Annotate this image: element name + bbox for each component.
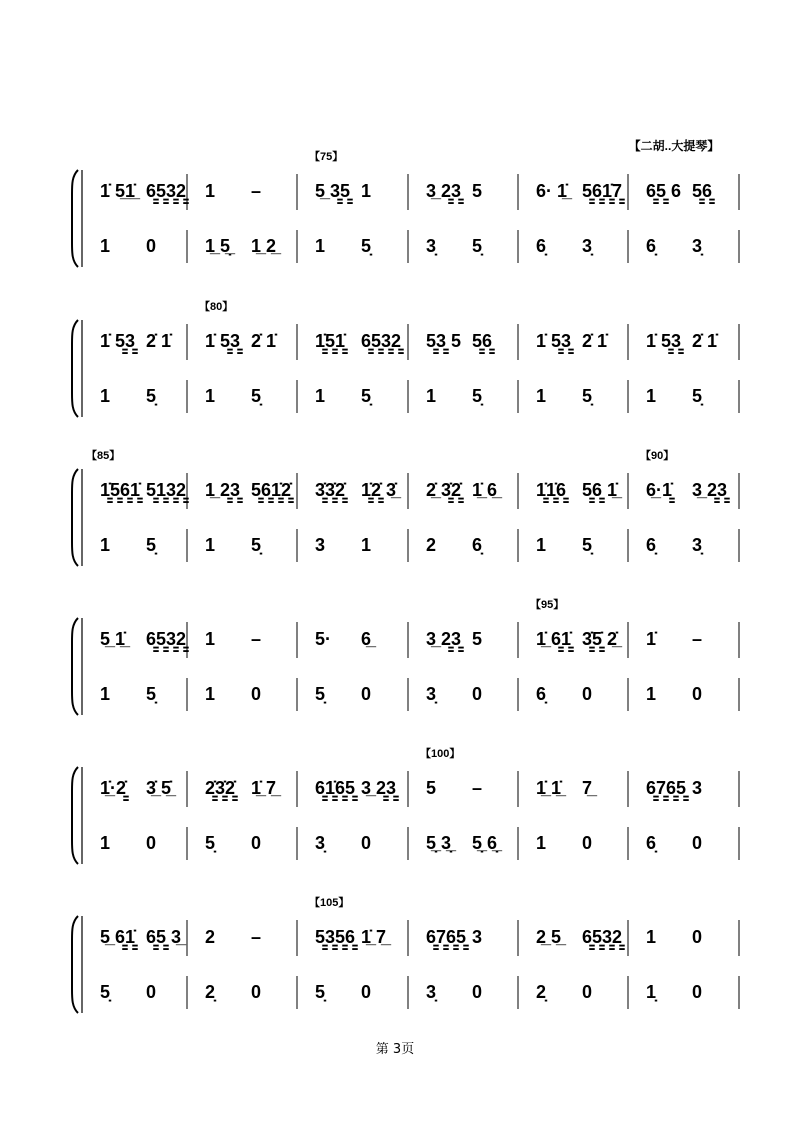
bass-beat: 1	[100, 386, 111, 406]
bass-beat: 6̣	[646, 833, 657, 853]
bass-beat: 0	[251, 982, 262, 1002]
page-number: 第 3页	[375, 1042, 415, 1057]
rehearsal-mark: 【80】	[199, 301, 234, 313]
melody-beat: 1̲̇ 7̲	[251, 778, 277, 798]
melody-beat: 1̲̇ 6̳1̳̇	[536, 629, 572, 649]
bass-beat: 0	[146, 982, 157, 1002]
rehearsal-mark: 【90】	[640, 450, 675, 462]
system-brace	[72, 170, 78, 267]
melody-beat: 3̲ 2̳3̳	[426, 629, 462, 649]
bass-beat: 5̣̲ 6̣̲	[472, 833, 498, 853]
melody-beat: –	[251, 629, 262, 649]
bass-beat: 1̲ 2̲	[251, 236, 277, 256]
bass-beat: 0	[361, 684, 372, 704]
melody-beat: 5̳3̳ 5	[426, 331, 462, 351]
melody-beat: 2̲ 5̲	[536, 927, 562, 947]
bass-beat: 2̣	[205, 982, 216, 1002]
bass-beat: 1	[315, 236, 326, 256]
bass-beat: 0	[251, 684, 262, 704]
melody-beat: 2̇ 1̇	[251, 331, 277, 351]
melody-beat: 6̳5̳3̳2̳	[146, 181, 187, 201]
melody-beat: 5	[426, 778, 437, 798]
bass-beat: 1̣	[646, 982, 657, 1002]
melody-beat: 6̳7̳6̳5̳	[646, 778, 687, 798]
melody-beat: 6̳5̳3̳2̳	[361, 331, 402, 351]
melody-beat: 5·	[315, 629, 332, 649]
melody-beat: 1	[646, 927, 657, 947]
system-brace	[72, 916, 78, 1013]
bass-beat: 5̣	[100, 982, 111, 1002]
bass-beat: 5̣	[315, 982, 326, 1002]
system-brace	[72, 469, 78, 566]
bass-beat: 5̣	[361, 236, 372, 256]
melody-beat: 6̲·1̳̇	[646, 480, 673, 500]
rehearsal-mark: 【105】	[309, 897, 350, 909]
melody-beat: 5̲ 1̲̇	[100, 629, 126, 649]
bass-beat: 1	[315, 386, 326, 406]
system-brace	[72, 767, 78, 864]
melody-beat: 5̳6̳1̳̇2̳̇	[251, 480, 292, 500]
melody-beat: 5	[472, 629, 483, 649]
bass-beat: 3̣	[426, 684, 437, 704]
melody-beat: 1̳̇5̳1̳̇	[315, 331, 346, 351]
bass-beat: 5̣	[582, 386, 593, 406]
melody-beat: 3	[692, 778, 703, 798]
melody-beat: 2	[205, 927, 216, 947]
bass-beat: 5̣	[582, 535, 593, 555]
bass-beat: 0	[361, 982, 372, 1002]
melody-beat: 6̲	[361, 629, 372, 649]
bass-beat: 5̣	[146, 386, 157, 406]
bass-beat: 1	[100, 236, 111, 256]
melody-beat: 1̇	[646, 629, 657, 649]
melody-beat: 3̳̇5̳̇ 2̲̇	[582, 629, 618, 649]
bass-beat: 6̣	[646, 236, 657, 256]
bass-beat: 1	[361, 535, 372, 555]
bass-beat: 5̣	[315, 684, 326, 704]
bass-beat: 6̣	[536, 684, 547, 704]
melody-beat: 1̲ 2̳3̳	[205, 480, 241, 500]
system-brace	[72, 618, 78, 715]
melody-beat: 5̳6̳	[472, 331, 493, 351]
melody-beat: 5̳6̳	[692, 181, 713, 201]
melody-beat: 1̲̇ 6̲	[472, 480, 498, 500]
melody-beat: 1̲̇ 1̲̇	[536, 778, 562, 798]
melody-beat: 5̲ 3̳5̳	[315, 181, 351, 201]
melody-beat: 6̳5̳3̳2̳	[582, 927, 623, 947]
melody-beat: 1̳̇5̳6̳1̳̇	[100, 480, 141, 500]
bass-beat: 1	[536, 833, 547, 853]
melody-beat: 5̳1̳3̳2̳	[146, 480, 187, 500]
bass-beat: 5̣	[361, 386, 372, 406]
bass-beat: 1	[205, 684, 216, 704]
bass-beat: 5̣	[205, 833, 216, 853]
bass-beat: 0	[472, 684, 483, 704]
bass-beat: 1	[646, 386, 657, 406]
rehearsal-mark: 【100】	[420, 748, 461, 760]
melody-beat: 5̲ 6̳1̳̇	[100, 927, 136, 947]
melody-beat: 6̳5̳ 6	[646, 181, 682, 201]
melody-beat: –	[692, 629, 703, 649]
bass-beat: 5̣	[146, 535, 157, 555]
melody-beat: –	[251, 927, 262, 947]
bass-beat: 5̣	[472, 236, 483, 256]
melody-beat: 5̳6̳1̳̇7̳	[582, 181, 623, 201]
bass-beat: 5̣	[692, 386, 703, 406]
melody-beat: 3̲̇ 5̲̇	[146, 778, 172, 798]
bass-beat: 0	[582, 833, 593, 853]
melody-beat: 3̲ 2̳3̳	[692, 480, 728, 500]
melody-beat: 1	[361, 181, 372, 201]
melody-beat: 1	[205, 181, 216, 201]
system-brace	[72, 320, 78, 417]
bass-beat: 3	[315, 535, 326, 555]
bass-beat: 5̣̲ 3̣̲	[426, 833, 452, 853]
bass-beat: 1	[100, 833, 111, 853]
instrument-label: 【二胡..大提琴】	[628, 139, 720, 153]
bass-beat: 0	[146, 236, 157, 256]
bass-beat: 0	[692, 833, 703, 853]
bass-beat: 1	[205, 386, 216, 406]
melody-beat: 1̲̇ 7̲	[361, 927, 387, 947]
melody-beat: 1̳̇1̳̇6̳	[536, 480, 567, 500]
melody-beat: 5	[472, 181, 483, 201]
melody-beat: 6̳1̳̇6̳5̳	[315, 778, 356, 798]
bass-beat: 1	[536, 386, 547, 406]
melody-beat: 7̲	[582, 778, 593, 798]
melody-beat: 0	[692, 927, 703, 947]
bass-beat: 5̣	[472, 386, 483, 406]
bass-beat: 1	[426, 386, 437, 406]
bass-beat: 0	[251, 833, 262, 853]
bass-beat: 3̣	[426, 982, 437, 1002]
melody-beat: 3̲ 2̳3̳	[426, 181, 462, 201]
rehearsal-mark: 【85】	[86, 450, 121, 462]
bass-beat: 3̣	[426, 236, 437, 256]
bass-beat: 0	[361, 833, 372, 853]
melody-beat: 2̇ 1̇	[146, 331, 172, 351]
melody-beat: 2̇ 1̇	[582, 331, 608, 351]
bass-beat: 0	[692, 982, 703, 1002]
melody-beat: 1̳̇2̳̇ 3̲̇	[361, 480, 397, 500]
bass-beat: 1	[205, 535, 216, 555]
bass-beat: 1	[100, 535, 111, 555]
bass-beat: 0	[582, 684, 593, 704]
bass-beat: 2̣	[536, 982, 547, 1002]
bass-beat: 1	[536, 535, 547, 555]
rehearsal-mark: 【75】	[309, 151, 344, 163]
bass-beat: 5̣	[251, 535, 262, 555]
melody-beat: 1̇ 5̳3̳	[536, 331, 572, 351]
melody-beat: –	[251, 181, 262, 201]
bass-beat: 0	[472, 982, 483, 1002]
bass-beat: 1	[646, 684, 657, 704]
bass-beat: 3̣	[692, 535, 703, 555]
bass-beat: 5̣	[146, 684, 157, 704]
melody-beat: 1	[205, 629, 216, 649]
bass-beat: 0	[146, 833, 157, 853]
melody-beat: 3̲ 2̳3̳	[361, 778, 397, 798]
bass-beat: 0	[692, 684, 703, 704]
bass-beat: 3̣	[315, 833, 326, 853]
bass-beat: 5̣	[251, 386, 262, 406]
melody-beat: 3	[472, 927, 483, 947]
rehearsal-mark: 【95】	[530, 599, 565, 611]
bass-beat: 1̲ 5̣̲	[205, 236, 231, 256]
bass-beat: 3̣	[582, 236, 593, 256]
melody-beat: –	[472, 778, 483, 798]
melody-beat: 6̳5̳ 3̲	[146, 927, 182, 947]
melody-beat: 6̳5̳3̳2̳	[146, 629, 187, 649]
melody-beat: 2̳̇3̳̇2̳̇	[205, 778, 236, 798]
bass-beat: 0	[582, 982, 593, 1002]
melody-beat: 2̇ 1̇	[692, 331, 718, 351]
melody-beat: 1̇ 5̲1̲̇	[100, 181, 136, 201]
melody-beat: 2̲̇ 3̳̇2̳̇	[426, 480, 462, 500]
bass-beat: 6̣	[472, 535, 483, 555]
melody-beat: 1̲̇·2̳̇	[100, 778, 127, 798]
melody-beat: 5̳3̳5̳6̳	[315, 927, 356, 947]
bass-beat: 3̣	[692, 236, 703, 256]
bass-beat: 6̣	[536, 236, 547, 256]
melody-beat: 1̇ 5̳3̳	[205, 331, 241, 351]
melody-beat: 5̳6̳ 1̲̇	[582, 480, 618, 500]
melody-beat: 1̇ 5̳3̳	[646, 331, 682, 351]
bass-beat: 6̣	[646, 535, 657, 555]
melody-beat: 3̳̇3̳̇2̳̇	[315, 480, 346, 500]
bass-beat: 2	[426, 535, 437, 555]
melody-beat: 6· 1̲̇	[536, 181, 568, 201]
melody-beat: 1̇ 5̳3̳	[100, 331, 136, 351]
melody-beat: 6̳7̳6̳5̳	[426, 927, 467, 947]
bass-beat: 1	[100, 684, 111, 704]
